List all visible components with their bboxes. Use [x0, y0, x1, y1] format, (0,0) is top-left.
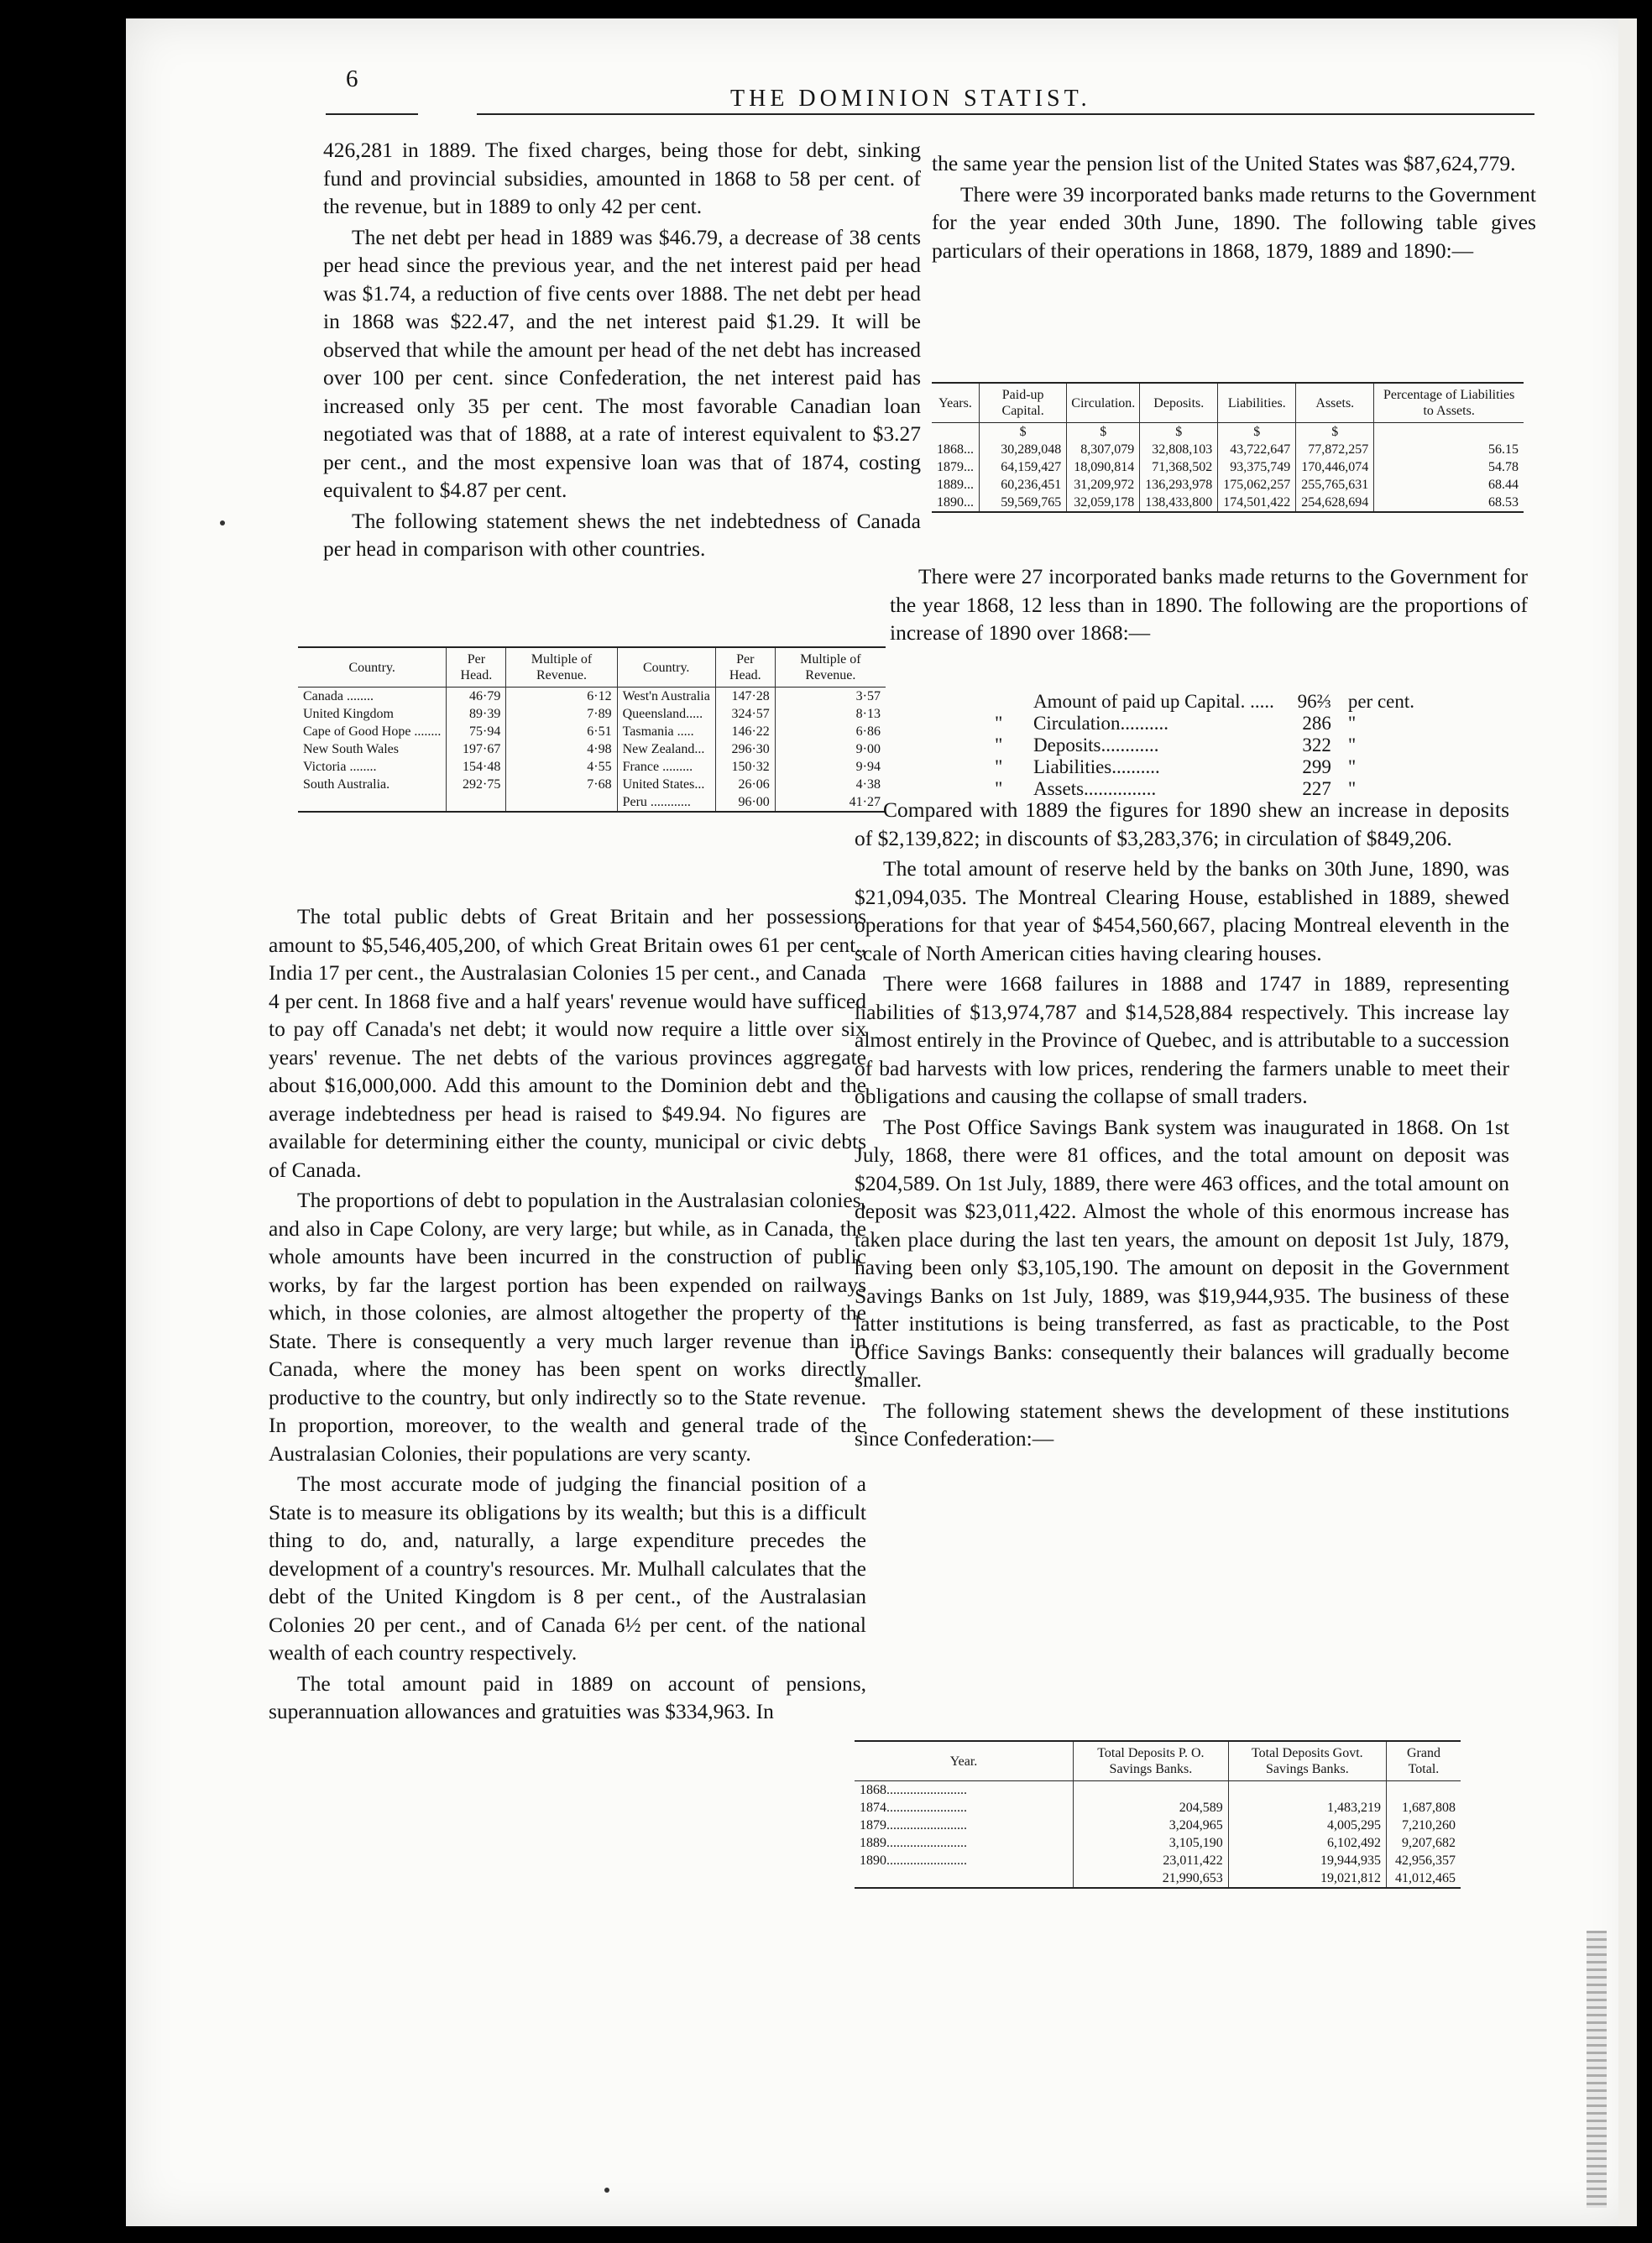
table-cell: 9·00 — [855, 742, 881, 756]
item-unit: " — [1347, 713, 1357, 734]
table-row — [855, 1799, 1461, 1817]
table-cell: 1879........................ — [855, 1817, 1074, 1834]
table-cell: 4·38 — [855, 777, 881, 792]
table-cell: Queensland..... — [617, 705, 715, 723]
table-cell: 9,207,682 — [1402, 1836, 1456, 1850]
table-cell — [506, 793, 617, 812]
paragraph: The most accurate mode of judging the financial position of a State is to measure its obligations by its wealth; but this is a difficult thing to do, and, naturally, a large expenditure precedes the development of a country's resources. Mr. Mulhall calculates that the debt of the United Kingdom is 8 per cent., of the Australasian Colonies 20 per cent., and of Canada 6½ per cent. of the national wealth of each country respectively. — [269, 1472, 866, 1665]
table-cell: $ — [1140, 423, 1218, 442]
table-cell: 255,765,631 — [1296, 476, 1374, 494]
table-cell: 89·39 — [447, 705, 506, 723]
page-fold-edge — [1618, 18, 1637, 2226]
item-label: Circulation.......... — [1033, 713, 1168, 734]
table-cell: South Australia. — [298, 776, 447, 793]
table-cell: 1,483,219 — [1228, 1799, 1386, 1817]
table-cell: 23,011,422 — [1074, 1852, 1229, 1869]
table-cell: 138,433,800 — [1140, 494, 1218, 512]
list-item — [995, 713, 1419, 735]
margin-speck — [604, 2188, 609, 2193]
table-cell: $ — [1067, 423, 1140, 442]
table-row — [855, 1817, 1461, 1834]
table-cell: 59,569,765 — [980, 494, 1067, 512]
table-header: Country. — [617, 647, 715, 688]
table-cell: 1868........................ — [855, 1781, 1074, 1800]
table-cell: 26·06 — [715, 776, 775, 793]
item-value: 322 — [1302, 735, 1331, 756]
table-header: Total Deposits Govt. Savings Banks. — [1228, 1741, 1386, 1781]
table-cell: 1868... — [932, 441, 980, 458]
list-item — [995, 735, 1419, 756]
table-header: Per Head. — [447, 647, 506, 688]
item-value: 299 — [1302, 756, 1331, 777]
paragraph: There were 1668 failures in 1888 and 1747 in 1889, representing liabilities of $13,974,787 and $14,528,884 respectively. This increase lay almost entirely in the Province of Quebec, and is attributable to a succession of bad harvests with low prices, rendering the farmers unable to meet their obligations and causing the collapse of small traders. — [855, 971, 1509, 1108]
table-cell: France ......... — [617, 758, 715, 776]
table-cell: $ — [1296, 423, 1374, 442]
paragraph: The Post Office Savings Bank system was inaugurated in 1868. On 1st July, 1868, there were 81 offices, and the total amount on deposit was $204,589. On 1st July, 1889, there were 463 offices, and the total amount on deposit was $23,011,422. Almost the whole of this enormous increase has taken place during the last ten years, the amount on deposit 1st July, 1879, having been only $3,105,190. The amount on deposit in the Government Savings Banks on 1st July, 1889, was $19,944,935. The business of these latter institutions is being transferred, as fast as practicable, to the Post Office Savings Banks: consequently their balances will gradually become smaller. — [855, 1114, 1509, 1392]
table-cell — [1374, 423, 1524, 442]
table-cell: 175,062,257 — [1218, 476, 1296, 494]
table-cell: 54.78 — [1488, 460, 1519, 474]
table-cell: 6,102,492 — [1228, 1834, 1386, 1852]
list-item — [995, 756, 1419, 778]
table-cell — [447, 793, 506, 812]
table-cell: 3,105,190 — [1074, 1834, 1229, 1852]
table-cell: 21,990,653 — [1074, 1869, 1229, 1888]
table-cell: 64,159,427 — [980, 458, 1067, 476]
table-cell: 18,090,814 — [1067, 458, 1140, 476]
table-cell: 71,368,502 — [1140, 458, 1218, 476]
table-cell: 146·22 — [715, 723, 775, 740]
table-cell: 32,059,178 — [1067, 494, 1140, 512]
item-unit: " — [1347, 735, 1357, 756]
table-cell: 150·32 — [715, 758, 775, 776]
header-rule — [326, 113, 418, 115]
currency-row — [932, 423, 1524, 442]
table-cell — [298, 793, 447, 812]
item-value: 286 — [1302, 713, 1331, 734]
table-cell: United Kingdom — [298, 705, 447, 723]
table-cell: 60,236,451 — [980, 476, 1067, 494]
table-row — [855, 1781, 1461, 1800]
table-cell: New South Wales — [298, 740, 447, 758]
table-cell: 7·68 — [506, 776, 617, 793]
right-column-mid — [890, 562, 1528, 650]
table-cell: United States... — [617, 776, 715, 793]
table-row — [932, 458, 1524, 476]
table-cell: 9·94 — [855, 760, 881, 774]
table-cell — [1386, 1781, 1461, 1800]
header-rule — [477, 113, 1534, 115]
table-cell: 1874........................ — [855, 1799, 1074, 1817]
table-cell: 7·89 — [506, 705, 617, 723]
paragraph: Compared with 1889 the figures for 1890 shew an increase in deposits of $2,139,822; in discounts of $3,283,376; in circulation of $849,206. — [855, 797, 1509, 850]
table-cell: 296·30 — [715, 740, 775, 758]
table-row — [298, 705, 886, 723]
table-cell — [1228, 1781, 1386, 1800]
table-cell: 30,289,048 — [980, 441, 1067, 458]
right-column-bottom — [855, 796, 1509, 1456]
table-cell: Tasmania ..... — [617, 723, 715, 740]
ditto-mark: " — [995, 713, 1003, 734]
table-header: Assets. — [1296, 383, 1374, 423]
paragraph: The following statement shews the net indebtedness of Canada per head in comparison with other countries. — [323, 508, 921, 561]
table-cell: 4·55 — [506, 758, 617, 776]
paragraph: The total amount paid in 1889 on account of pensions, superannuation allowances and gratuities was $334,963. In — [269, 1670, 866, 1723]
table-cell: 68.44 — [1488, 478, 1519, 492]
item-label: Assets............... — [1033, 778, 1157, 799]
table-cell: 43,722,647 — [1218, 441, 1296, 458]
table-header: Years. — [932, 383, 980, 423]
table-cell: 292·75 — [447, 776, 506, 793]
ditto-mark — [995, 691, 1033, 713]
table-row — [855, 1834, 1461, 1852]
table-cell: 75·94 — [447, 723, 506, 740]
table-row — [298, 776, 886, 793]
table-cell: 1889........................ — [855, 1834, 1074, 1852]
table-header: Circulation. — [1067, 383, 1140, 423]
table-header: Grand Total. — [1406, 1746, 1440, 1776]
table-cell: 254,628,694 — [1296, 494, 1374, 512]
table-cell: 1,687,808 — [1402, 1801, 1456, 1815]
list-item — [995, 691, 1419, 713]
banks-operations-table — [932, 382, 1524, 513]
item-unit: " — [1347, 756, 1357, 777]
left-column-top — [323, 136, 921, 566]
table-cell: 3·57 — [855, 689, 881, 703]
item-unit: per cent. — [1347, 691, 1415, 712]
table-header: Liabilities. — [1218, 383, 1296, 423]
table-cell: 1879... — [932, 458, 980, 476]
table-cell: 3,204,965 — [1074, 1817, 1229, 1834]
table-cell: 41·27 — [849, 795, 881, 809]
table-cell: 6·51 — [506, 723, 617, 740]
table-row — [932, 441, 1524, 458]
table-cell: West'n Australia — [617, 688, 715, 706]
table-header: Total Deposits P. O. Savings Banks. — [1074, 1741, 1229, 1781]
table-row — [855, 1852, 1461, 1869]
page-number: 6 — [346, 65, 358, 92]
table-cell: 32,808,103 — [1140, 441, 1218, 458]
paragraph: There were 27 incorporated banks made returns to the Government for the year 1868, 12 less than in 1890. The following are the proportions of increase of 1890 over 1868:— — [890, 564, 1528, 645]
paragraph: The total amount of reserve held by the banks on 30th June, 1890, was $21,094,035. The Montreal Clearing House, established in 1889, shewed operations for that year of $454,560,667, placing Montreal eleventh in the scale of North American cities having clearing houses. — [855, 856, 1509, 965]
table-cell: 204,589 — [1074, 1799, 1229, 1817]
table-cell: 1889... — [932, 476, 980, 494]
margin-speck — [220, 520, 225, 525]
paragraph: The following statement shews the development of these institutions since Confederation:— — [855, 1398, 1509, 1451]
table-header: Paid-up Capital. — [980, 383, 1067, 423]
table-cell: Cape of Good Hope ........ — [298, 723, 447, 740]
table-cell: 19,944,935 — [1228, 1852, 1386, 1869]
item-value: 227 — [1302, 778, 1331, 799]
paragraph: The proportions of debt to population in the Australasian colonies, and also in Cape Colony, are very large; but while, as in Canada, the whole amounts have been incurred in the construction of public works, by far the largest portion has been expended on railways which, in those colonies, are almost altogether the property of the State. There is consequently a very much larger revenue than in Canada, where the money has been spent on works directly productive to the country, but only indirectly so to the State revenue. In proportion, moreover, to the wealth and general trade of the Australasian Colonies, their populations are very scanty. — [269, 1188, 866, 1466]
table-row — [298, 758, 886, 776]
table-cell: 8,307,079 — [1067, 441, 1140, 458]
paragraph: 426,281 in 1889. The fixed charges, being those for debt, sinking fund and provincial subsidies, amounted in 1868 to 58 per cent. of the revenue, but in 1889 to only 42 per cent. — [323, 138, 921, 218]
table-cell: 96·00 — [715, 793, 775, 812]
table-cell: 31,209,972 — [1067, 476, 1140, 494]
table-header: Multiple of Revenue. — [506, 647, 617, 688]
table-cell: $ — [980, 423, 1067, 442]
table-cell: 4·98 — [506, 740, 617, 758]
table-cell: 19,021,812 — [1228, 1869, 1386, 1888]
table-cell — [1074, 1781, 1229, 1800]
item-unit: " — [1347, 778, 1357, 799]
table-cell — [855, 1869, 1074, 1888]
left-column-bottom — [269, 902, 866, 1728]
table-cell: 42,956,357 — [1395, 1853, 1456, 1868]
item-label: Amount of paid up Capital. ..... — [1033, 691, 1274, 712]
page-edge-stack — [1587, 1931, 1607, 2208]
table-cell: 7,210,260 — [1402, 1818, 1456, 1833]
table-header: Country. — [298, 647, 447, 688]
paragraph: The net debt per head in 1889 was $46.79, a decrease of 38 cents per head since the previous year, and the net interest paid per head was $1.74, a reduction of five cents over 1888. The net debt per head in 1868 was $22.47, and the net interest paid $1.29. It will be observed that while the amount per head of the net debt has increased over 100 per cent. since Confederation, the net interest paid has increased only 35 per cent. The most favorable Canadian loan negotiated was that of 1888, at a rate of interest equivalent to $3.27 per cent., and the most expensive loan was that of 1874, costing equivalent to $4.87 per cent. — [323, 224, 921, 502]
table-cell: 6·86 — [855, 724, 881, 739]
table-cell: 6·12 — [506, 688, 617, 706]
table-row — [855, 1869, 1461, 1888]
ditto-mark: " — [995, 778, 1003, 799]
table-header: Percentage of Liabilities to Assets. — [1383, 388, 1515, 418]
table-cell: 93,375,749 — [1218, 458, 1296, 476]
table-row — [932, 476, 1524, 494]
table-header: Year. — [855, 1741, 1074, 1781]
savings-banks-table — [855, 1740, 1461, 1889]
paragraph: There were 39 incorporated banks made returns to the Government for the year ended 30th June, 1890. The following table gives particulars of their operations in 1868, 1879, 1889 and 1890:— — [932, 181, 1536, 263]
table-cell: 8·13 — [855, 707, 881, 721]
table-row — [298, 688, 886, 706]
debt-per-head-table — [298, 646, 886, 813]
table-row — [298, 793, 886, 812]
table-cell — [932, 423, 980, 442]
table-row — [298, 723, 886, 740]
table-cell: 136,293,978 — [1140, 476, 1218, 494]
table-cell: Victoria ........ — [298, 758, 447, 776]
table-cell: 147·28 — [715, 688, 775, 706]
table-cell: 1890........................ — [855, 1852, 1074, 1869]
table-cell: 56.15 — [1488, 442, 1519, 457]
item-label: Deposits............ — [1033, 735, 1159, 756]
ditto-mark: " — [995, 735, 1003, 756]
table-cell: Canada ........ — [298, 688, 447, 706]
table-cell: $ — [1218, 423, 1296, 442]
table-header: Per Head. — [715, 647, 775, 688]
paragraph: the same year the pension list of the United States was $87,624,779. — [932, 151, 1516, 175]
table-header: Deposits. — [1140, 383, 1218, 423]
table-cell: Peru ............ — [617, 793, 715, 812]
ditto-mark: " — [995, 756, 1003, 777]
table-cell: 154·48 — [447, 758, 506, 776]
table-cell: 1890... — [932, 494, 980, 512]
table-cell: 174,501,422 — [1218, 494, 1296, 512]
running-title: THE DOMINION STATIST. — [730, 86, 1091, 112]
table-cell: New Zealand... — [617, 740, 715, 758]
table-cell: 68.53 — [1488, 495, 1519, 510]
table-cell: 41,012,465 — [1395, 1871, 1456, 1885]
paragraph: The total public debts of Great Britain and her possessions amount to $5,546,405,200, of which Great Britain owes 61 per cent., India 17 per cent., the Australasian Colonies 15 per cent., and Canada 4 per cent. In 1868 five and a half years' revenue would have sufficed to pay off Canada's net debt; it would now require a little over six years' revenue. The net debts of the various provinces aggregate about $16,000,000. Add this amount to the Dominion debt and the average indebtedness per head is raised to $49.94. No figures are available for determining either the county, municipal or civic debts of Canada. — [269, 904, 866, 1182]
right-column-top — [932, 149, 1536, 267]
table-cell: 324·57 — [715, 705, 775, 723]
table-row — [932, 494, 1524, 512]
table-cell: 170,446,074 — [1296, 458, 1374, 476]
table-cell: 77,872,257 — [1296, 441, 1374, 458]
table-cell: 4,005,295 — [1228, 1817, 1386, 1834]
item-value: 96⅔ — [1297, 691, 1331, 712]
table-row — [298, 740, 886, 758]
increase-proportions-list — [995, 691, 1419, 800]
table-cell: 46·79 — [447, 688, 506, 706]
item-label: Liabilities.......... — [1033, 756, 1160, 777]
table-cell: 197·67 — [447, 740, 506, 758]
table-header: Multiple of Revenue. — [800, 652, 861, 682]
